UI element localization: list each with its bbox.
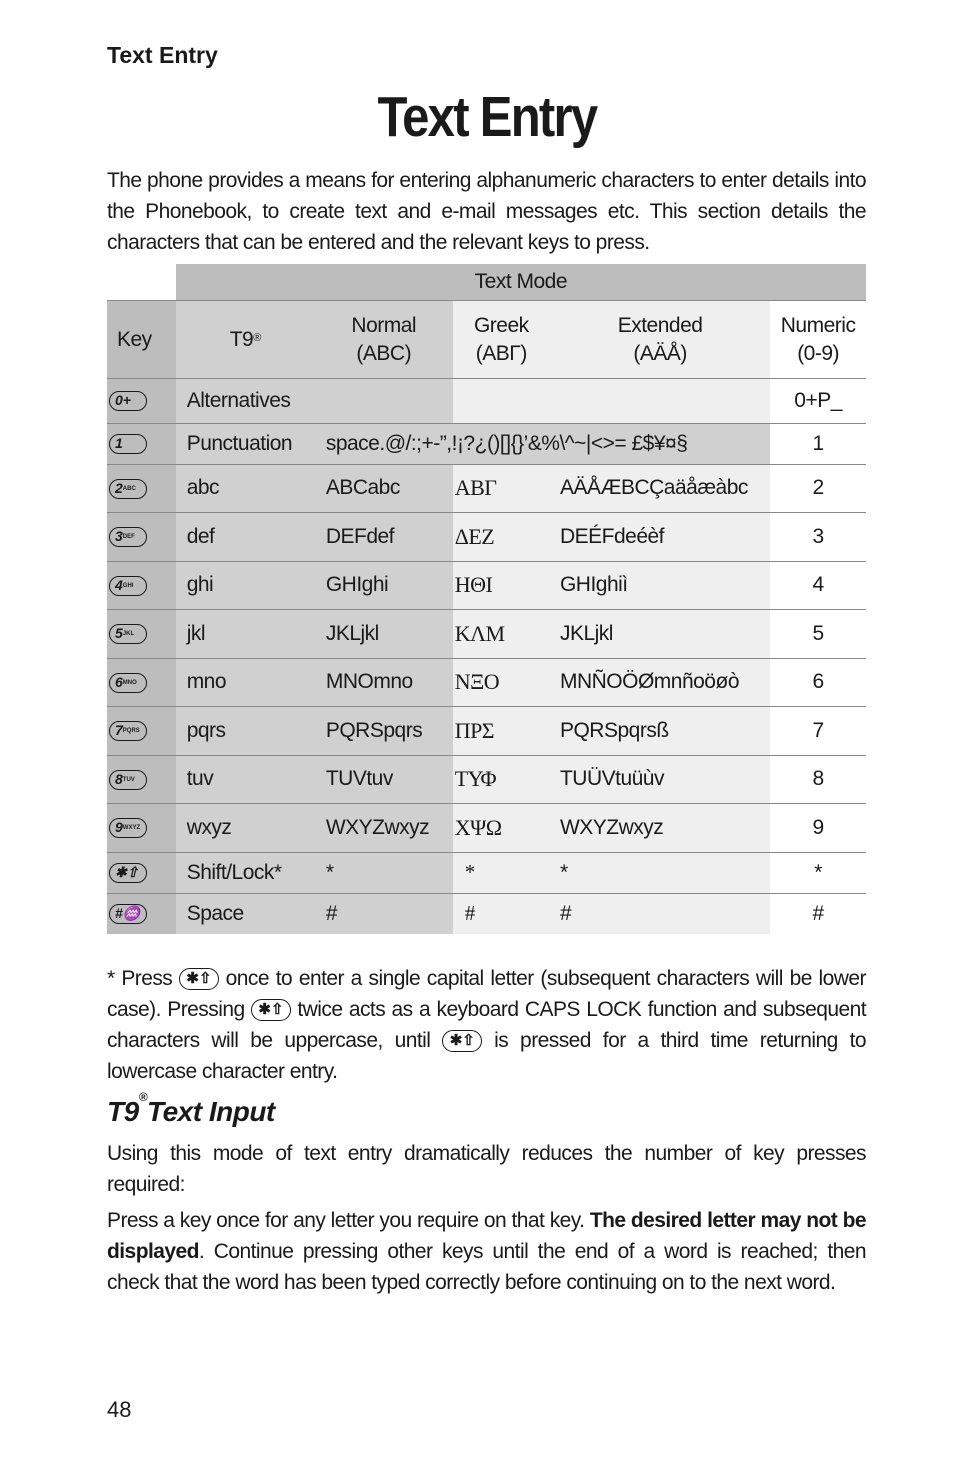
normal-cell: ABCabc	[315, 464, 453, 513]
table-row	[107, 852, 866, 893]
table-row	[107, 423, 866, 464]
greek-cell: ΤΥΦ	[453, 755, 550, 804]
section-heading-t9: T9®Text Input	[107, 1090, 275, 1127]
key-6-icon: 6MNO	[109, 673, 147, 693]
greek-cell: ΠΡΣ	[453, 707, 550, 756]
t9-paragraph-1: Using this mode of text entry dramatically reduces the number of key presses required:	[107, 1142, 866, 1196]
col-header-numeric-line1: Numeric	[780, 313, 856, 337]
running-header: Text Entry	[107, 42, 218, 68]
table-row	[107, 513, 866, 562]
key-1-icon: 1	[109, 434, 147, 454]
key-3-icon: 3DEF	[109, 527, 147, 547]
shift-footnote: * Press ✱⇧ once to enter a single capital letter (subsequent characters will be lower case). Pressing ✱⇧ twice acts as a keyboard CAPS LOCK function and subsequent characters will be uppercase, until ✱⇧ is pressed for a third time returning to lowercase character entry.	[107, 967, 867, 1083]
col-header-t9-label: T9	[229, 327, 254, 351]
page-title: Text Entry	[377, 85, 597, 149]
t9-cell: wxyz	[176, 804, 315, 853]
extended-cell: DEÉFdeéèf	[550, 513, 770, 562]
normal-cell: MNOmno	[315, 658, 453, 707]
key-cell	[107, 893, 176, 934]
normal-cell: *	[315, 852, 453, 893]
extended-cell: PQRSpqrsß	[550, 707, 770, 756]
col-header-numeric	[770, 301, 866, 379]
col-header-t9-mark: ®	[253, 331, 261, 344]
greek-cell: ΧΨΩ	[453, 804, 550, 853]
extended-cell: #	[550, 893, 770, 934]
shift-key-icon: ✱⇧	[442, 1030, 482, 1052]
table-row	[107, 755, 866, 804]
extended-cell: JKLjkl	[550, 610, 770, 659]
shift-key-icon: ✱⇧	[251, 999, 291, 1021]
numeric-cell: 0+P_	[770, 379, 866, 424]
space-key-icon: #♒	[109, 904, 147, 924]
key-cell	[107, 464, 176, 513]
numeric-cell: 3	[770, 513, 866, 562]
key-cell	[107, 610, 176, 659]
key-8-icon: 8TUV	[109, 770, 147, 790]
table-row	[107, 610, 866, 659]
extended-cell: WXYZwxyz	[550, 804, 770, 853]
numeric-cell: 8	[770, 755, 866, 804]
greek-cell: #	[453, 893, 550, 934]
table-group-header-row	[107, 264, 866, 301]
col-header-greek-line2: (ABΓ)	[475, 341, 527, 365]
normal-cell: #	[315, 893, 453, 934]
greek-cell: ΔΕΖ	[453, 513, 550, 562]
key-2-icon: 2ABC	[109, 479, 147, 499]
col-header-t9	[176, 301, 315, 379]
extended-cell: AÄÅÆBCÇaäåæàbc	[550, 464, 770, 513]
col-header-key: Key	[107, 301, 176, 379]
table-corner-blank	[107, 264, 176, 301]
punctuation-span-cell: space.@/:;+-”,!¡?¿()[]{}’&%\^~|<>= £$¥¤§	[315, 423, 770, 464]
key-cell	[107, 658, 176, 707]
table-row	[107, 561, 866, 610]
key-7-icon: 7PQRS	[109, 721, 147, 741]
numeric-cell: 6	[770, 658, 866, 707]
numeric-cell: 7	[770, 707, 866, 756]
key-4-icon: 4GHI	[109, 576, 147, 596]
normal-cell: JKLjkl	[315, 610, 453, 659]
col-header-numeric-line2: (0-9)	[797, 341, 840, 365]
t9-cell: Punctuation	[176, 423, 315, 464]
table-row	[107, 707, 866, 756]
extended-cell	[550, 379, 770, 424]
col-header-extended-line1: Extended	[617, 313, 703, 337]
numeric-cell: 4	[770, 561, 866, 610]
table-row	[107, 464, 866, 513]
normal-cell: GHIghi	[315, 561, 453, 610]
text-mode-header: Text Mode	[176, 264, 866, 301]
numeric-cell: 9	[770, 804, 866, 853]
t9-cell: abc	[176, 464, 315, 513]
intro-paragraph: The phone provides a means for entering alphanumeric characters to enter details into the Phonebook, to create text and e-mail messages etc. This section details the characters that can be entered and the relevant keys to press.	[107, 169, 866, 254]
page-number: 48	[107, 1397, 132, 1422]
table-row	[107, 804, 866, 853]
shift-key-icon: ✱⇧	[179, 968, 219, 990]
key-cell	[107, 379, 176, 424]
greek-cell: ΚΛΜ	[453, 610, 550, 659]
numeric-cell: 1	[770, 423, 866, 464]
numeric-cell: 5	[770, 610, 866, 659]
numeric-cell: #	[770, 893, 866, 934]
bold-warning: The desired letter may not be displayed	[107, 1209, 867, 1263]
col-header-normal-line1: Normal	[351, 313, 417, 337]
col-header-extended	[550, 301, 770, 379]
t9-cell: jkl	[176, 610, 315, 659]
greek-cell: ΗΘΙ	[453, 561, 550, 610]
t9-cell: ghi	[176, 561, 315, 610]
greek-cell: ΝΞΟ	[453, 658, 550, 707]
key-cell	[107, 707, 176, 756]
key-0-icon: 0+	[109, 391, 147, 411]
key-cell	[107, 513, 176, 562]
t9-cell: Alternatives	[176, 379, 315, 424]
extended-cell: GHIghiì	[550, 561, 770, 610]
col-header-extended-line2: (AÄÅ)	[633, 341, 687, 365]
t9-cell: Shift/Lock*	[176, 852, 315, 893]
t9-cell: tuv	[176, 755, 315, 804]
shift-lock-key-icon: ✱⇧	[109, 863, 147, 883]
normal-cell: DEFdef	[315, 513, 453, 562]
numeric-cell: 2	[770, 464, 866, 513]
extended-cell: *	[550, 852, 770, 893]
table-row	[107, 379, 866, 424]
table-row	[107, 893, 866, 934]
normal-cell: PQRSpqrs	[315, 707, 453, 756]
col-header-greek-line1: Greek	[473, 313, 529, 337]
greek-cell: ΑΒΓ	[453, 464, 550, 513]
normal-cell: WXYZwxyz	[315, 804, 453, 853]
key-cell	[107, 804, 176, 853]
t9-cell: Space	[176, 893, 315, 934]
key-5-icon: 5JKL	[109, 624, 147, 644]
key-cell	[107, 423, 176, 464]
greek-cell	[453, 379, 550, 424]
greek-cell: *	[453, 852, 550, 893]
key-cell	[107, 561, 176, 610]
normal-cell	[315, 379, 453, 424]
t9-cell: def	[176, 513, 315, 562]
text-mode-table	[107, 264, 866, 934]
key-9-icon: 9WXYZ	[109, 818, 147, 838]
t9-paragraph-2: Press a key once for any letter you require on that key. The desired letter may not be displayed. Continue pressing other keys until the end of a word is reached; then check that the word has been typed correctly before continuing on to the next word.	[107, 1209, 867, 1294]
numeric-cell: *	[770, 852, 866, 893]
col-header-greek	[453, 301, 550, 379]
key-cell	[107, 852, 176, 893]
t9-cell: pqrs	[176, 707, 315, 756]
table-row	[107, 658, 866, 707]
col-header-normal	[315, 301, 453, 379]
extended-cell: MNÑOÖØmnñoöøò	[550, 658, 770, 707]
key-cell	[107, 755, 176, 804]
table-column-header-row	[107, 301, 866, 379]
normal-cell: TUVtuv	[315, 755, 453, 804]
col-header-normal-line2: (ABC)	[356, 341, 412, 365]
extended-cell: TUÜVtuüùv	[550, 755, 770, 804]
t9-cell: mno	[176, 658, 315, 707]
